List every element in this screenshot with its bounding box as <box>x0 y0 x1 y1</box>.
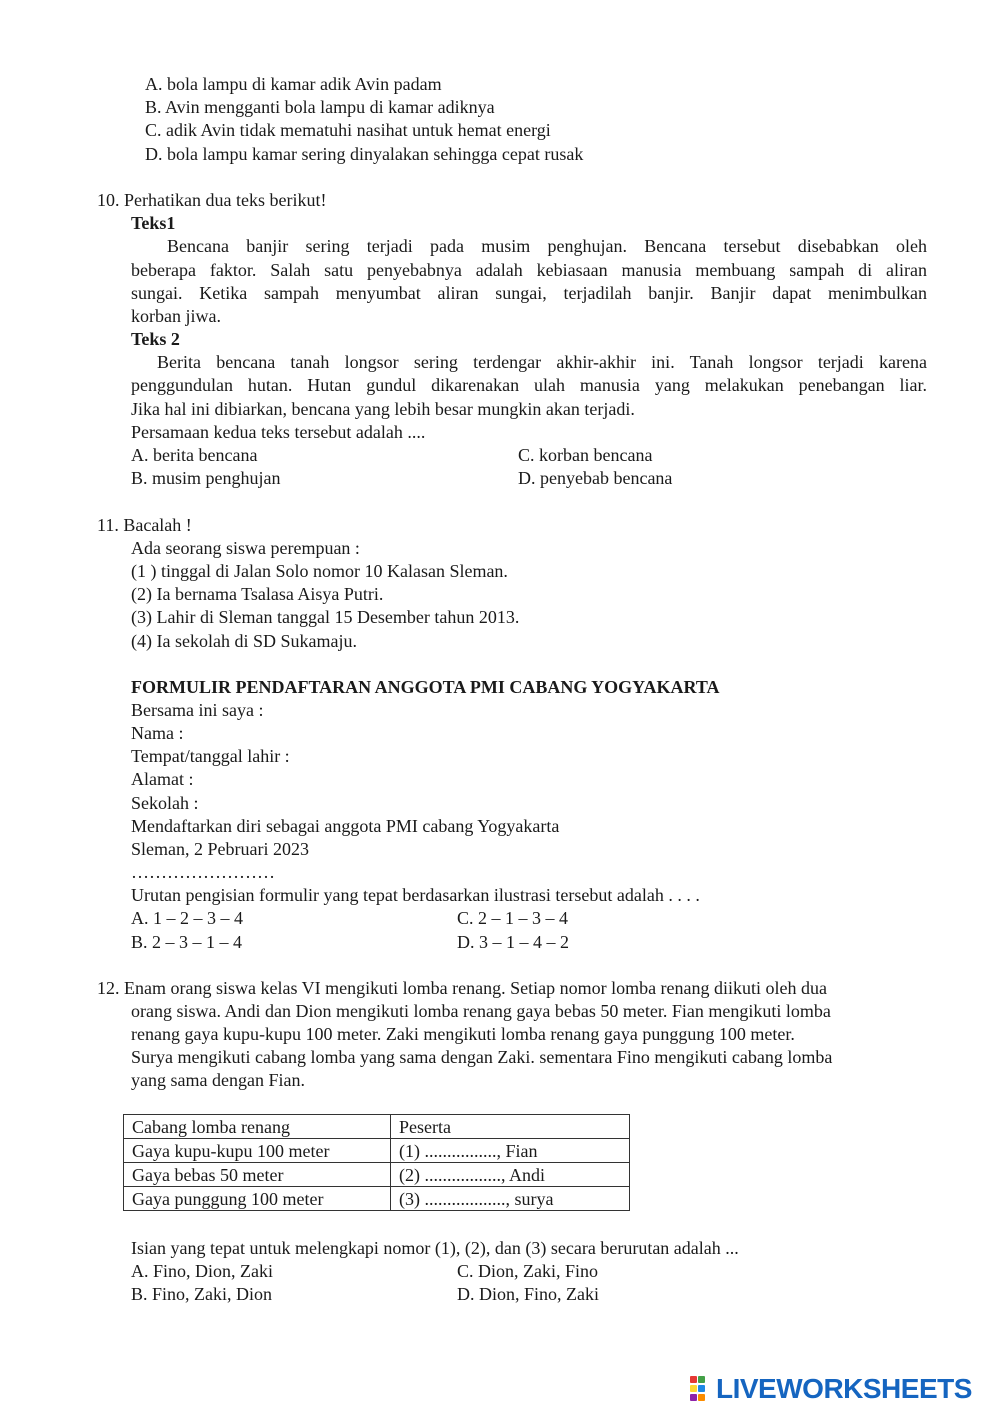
table-cell: (2) ................., Andi <box>391 1163 630 1187</box>
q11-form-line: Sekolah : <box>131 793 199 813</box>
liveworksheets-logo-icon <box>690 1376 712 1402</box>
q9-option-c: C. adik Avin tidak mematuhi nasihat untuk hemat energi <box>145 120 551 140</box>
q12-line: renang gaya kupu-kupu 100 meter. Zaki mengikuti lomba renang gaya punggung 100 meter. <box>131 1024 795 1044</box>
q10-text1-line: korban jiwa. <box>131 306 221 326</box>
liveworksheets-logo-text: LIVEWORKSHEETS <box>716 1373 972 1404</box>
q11-form-line: Sleman, 2 Pebruari 2023 <box>131 839 309 859</box>
q11-form-title: FORMULIR PENDAFTARAN ANGGOTA PMI CABANG YOGYAKARTA <box>131 677 720 697</box>
liveworksheets-logo[interactable] <box>690 1372 972 1406</box>
q11-form-line: Alamat : <box>131 769 194 789</box>
q11-option-b: B. 2 – 3 – 1 – 4 <box>131 932 243 952</box>
q11-form-line: Nama : <box>131 723 184 743</box>
q9-option-d: D. bola lampu kamar sering dinyalakan sehingga cepat rusak <box>145 144 584 164</box>
table-row <box>124 1163 630 1187</box>
table-cell: (3) .................., surya <box>391 1187 630 1211</box>
q12-line: yang sama dengan Fian. <box>131 1070 305 1090</box>
table-cell: Gaya bebas 50 meter <box>124 1163 391 1187</box>
q9-option-b: B. Avin mengganti bola lampu di kamar adiknya <box>145 97 495 117</box>
q12-intro: 12. Enam orang siswa kelas VI mengikuti lomba renang. Setiap nomor lomba renang diikuti oleh dua <box>97 978 828 998</box>
table-cell: Gaya punggung 100 meter <box>124 1187 391 1211</box>
table-row <box>124 1139 630 1163</box>
q10-option-b: B. musim penghujan <box>131 468 281 488</box>
q11-line: Ada seorang siswa perempuan : <box>131 538 360 558</box>
q10-text1-line: Bencana banjir sering terjadi pada musim penghujan. Bencana tersebut disebabkan oleh <box>167 236 927 256</box>
q11-option-d: D. 3 – 1 – 4 – 2 <box>457 932 569 952</box>
q10-option-a: A. berita bencana <box>131 445 258 465</box>
q12-option-d: D. Dion, Fino, Zaki <box>457 1284 599 1304</box>
table-header-cell: Cabang lomba renang <box>124 1115 391 1139</box>
q11-option-c: C. 2 – 1 – 3 – 4 <box>457 908 569 928</box>
q12-line: orang siswa. Andi dan Dion mengikuti lomba renang gaya bebas 50 meter. Fian mengikuti lomba <box>131 1001 831 1021</box>
q9-option-a: A. bola lampu di kamar adik Avin padam <box>145 74 442 94</box>
q10-question: Persamaan kedua teks tersebut adalah .... <box>131 422 426 442</box>
q11-line: (3) Lahir di Sleman tanggal 15 Desember tahun 2013. <box>131 607 520 627</box>
q10-option-c: C. korban bencana <box>518 445 653 465</box>
table-cell: (1) ................, Fian <box>391 1139 630 1163</box>
q10-text2-line: Jika hal ini dibiarkan, bencana yang lebih besar mungkin akan terjadi. <box>131 399 635 419</box>
q11-line: (2) Ia bernama Tsalasa Aisya Putri. <box>131 584 384 604</box>
q10-text2-line: Berita bencana tanah longsor sering terdengar akhir-akhir ini. Tanah longsor terjadi karena <box>157 352 927 372</box>
table-header-row <box>124 1115 630 1139</box>
table-cell: Gaya kupu-kupu 100 meter <box>124 1139 391 1163</box>
q11-intro: 11. Bacalah ! <box>97 515 192 535</box>
q11-form-line: Bersama ini saya : <box>131 700 264 720</box>
q10-text1-line: beberapa faktor. Salah satu penyebabnya adalah kebiasaan manusia membuang sampah di aliran <box>131 260 927 280</box>
q11-option-a: A. 1 – 2 – 3 – 4 <box>131 908 243 928</box>
table-row <box>124 1187 630 1211</box>
q10-text2-line: penggundulan hutan. Hutan gundul dikarenakan ulah manusia yang melakukan penebangan liar. <box>131 375 927 395</box>
q12-option-c: C. Dion, Zaki, Fino <box>457 1261 599 1281</box>
swim-table <box>123 1114 630 1211</box>
q11-form-line: Tempat/tanggal lahir : <box>131 746 290 766</box>
q10-text1-line: sungai. Ketika sampah menyumbat aliran sungai, terjadilah banjir. Banjir dapat menimbulkan <box>131 283 927 303</box>
q11-signature-dots: …………………… <box>131 862 275 882</box>
q10-text1-title: Teks1 <box>131 213 176 233</box>
q11-line: (4) Ia sekolah di SD Sukamaju. <box>131 631 357 651</box>
q10-intro: 10. Perhatikan dua teks berikut! <box>97 190 327 210</box>
q11-form-line: Mendaftarkan diri sebagai anggota PMI cabang Yogyakarta <box>131 816 560 836</box>
q12-option-b: B. Fino, Zaki, Dion <box>131 1284 273 1304</box>
q11-question: Urutan pengisian formulir yang tepat berdasarkan ilustrasi tersebut adalah . . . . <box>131 885 700 905</box>
q12-option-a: A. Fino, Dion, Zaki <box>131 1261 273 1281</box>
q12-question: Isian yang tepat untuk melengkapi nomor (1), (2), dan (3) secara berurutan adalah ... <box>131 1238 739 1258</box>
q10-option-d: D. penyebab bencana <box>518 468 673 488</box>
q12-line: Surya mengikuti cabang lomba yang sama dengan Zaki. sementara Fino mengikuti cabang lomba <box>131 1047 833 1067</box>
table-header-cell: Peserta <box>391 1115 630 1139</box>
q10-text2-title: Teks 2 <box>131 329 180 349</box>
q11-line: (1 ) tinggal di Jalan Solo nomor 10 Kalasan Sleman. <box>131 561 508 581</box>
